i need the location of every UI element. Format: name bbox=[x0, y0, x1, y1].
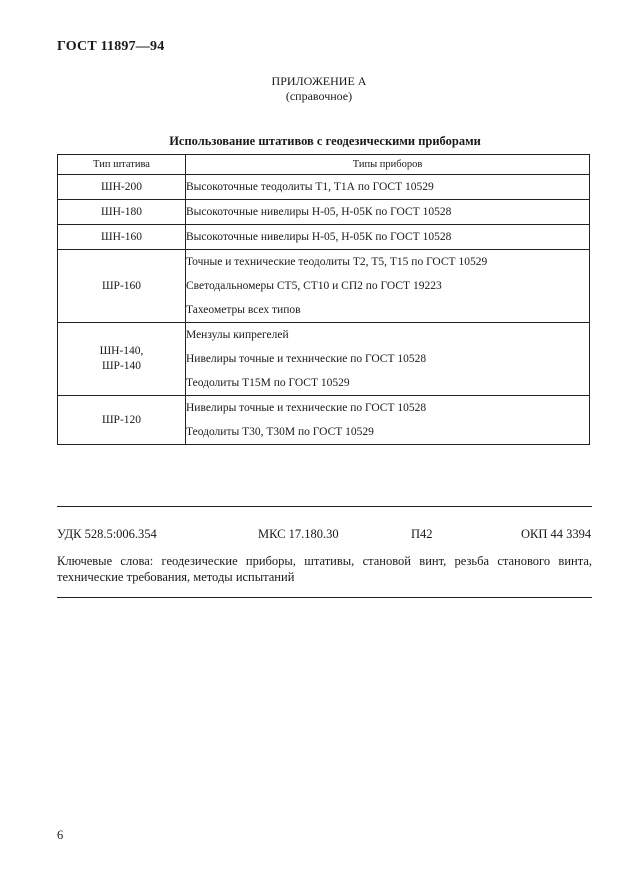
document-header: ГОСТ 11897—94 bbox=[57, 39, 165, 54]
device-type: Точные и технические теодолиты Т2, Т5, Т15 по ГОСТ 10529 bbox=[186, 256, 488, 268]
table-row bbox=[58, 250, 590, 323]
footer-divider-bottom bbox=[57, 597, 592, 598]
group-code: П42 bbox=[411, 527, 433, 541]
tripod-type-cell bbox=[58, 200, 186, 225]
column-header-tripod-type: Тип штатива bbox=[58, 155, 186, 175]
table-row bbox=[58, 200, 590, 225]
tripod-type-cell bbox=[58, 323, 186, 396]
footer-divider-top bbox=[57, 506, 592, 507]
appendix-title: ПРИЛОЖЕНИЕ А bbox=[271, 74, 367, 88]
tripod-usage-table bbox=[57, 154, 590, 445]
page-number: 6 bbox=[57, 828, 64, 842]
tripod-type: ШР-160 bbox=[101, 279, 142, 292]
device-types-cell bbox=[186, 175, 590, 200]
tripod-type: ШН-180 bbox=[101, 205, 142, 218]
device-types-cell bbox=[186, 200, 590, 225]
table-header-row bbox=[58, 155, 590, 175]
column-header-device-types: Типы приборов bbox=[186, 155, 590, 175]
keywords: Ключевые слова: геодезические приборы, штативы, становой винт, резьба станового винта, технические требования, методы испытаний bbox=[57, 554, 592, 584]
device-type: Нивелиры точные и технические по ГОСТ 10528 bbox=[186, 353, 427, 365]
device-type: Теодолиты Т30, Т30М по ГОСТ 10529 bbox=[186, 426, 374, 438]
device-type: Нивелиры точные и технические по ГОСТ 10528 bbox=[186, 402, 427, 414]
device-type: Теодолиты Т15М по ГОСТ 10529 bbox=[186, 377, 350, 389]
mks-code: МКС 17.180.30 bbox=[258, 527, 339, 541]
tripod-type: ШН-200 bbox=[101, 180, 142, 193]
device-type: Высокоточные нивелиры Н-05, Н-05К по ГОСТ 10528 bbox=[186, 206, 452, 218]
device-types-cell bbox=[186, 250, 590, 323]
tripod-type-cell bbox=[58, 225, 186, 250]
table-body bbox=[58, 175, 590, 445]
table-row bbox=[58, 225, 590, 250]
table-row bbox=[58, 323, 590, 396]
tripod-type: ШР-140 bbox=[101, 360, 142, 372]
table-title: Использование штативов с геодезическими приборами bbox=[169, 134, 481, 148]
tripod-type: ШН-140, bbox=[99, 345, 144, 357]
appendix-subtitle: (справочное) bbox=[285, 89, 353, 103]
device-types-cell bbox=[186, 225, 590, 250]
device-types-cell bbox=[186, 323, 590, 396]
tripod-type-cell bbox=[58, 396, 186, 445]
device-type: Высокоточные нивелиры Н-05, Н-05К по ГОСТ 10528 bbox=[186, 231, 452, 243]
table-row bbox=[58, 175, 590, 200]
tripod-type-cell bbox=[58, 250, 186, 323]
tripod-type: ШР-120 bbox=[101, 413, 142, 426]
table-row bbox=[58, 396, 590, 445]
tripod-type-cell bbox=[58, 175, 186, 200]
okp-code: ОКП 44 3394 bbox=[521, 527, 592, 541]
device-type: Высокоточные теодолиты Т1, Т1А по ГОСТ 10529 bbox=[186, 181, 434, 193]
device-type: Мензулы кипрегелей bbox=[186, 329, 289, 341]
device-type: Тахеометры всех типов bbox=[186, 304, 301, 316]
tripod-type: ШН-160 bbox=[101, 230, 142, 243]
device-type: Светодальномеры СТ5, СТ10 и СП2 по ГОСТ 19223 bbox=[186, 280, 442, 292]
appendix-heading bbox=[0, 74, 638, 104]
device-types-cell bbox=[186, 396, 590, 445]
udk-code: УДК 528.5:006.354 bbox=[57, 527, 157, 541]
